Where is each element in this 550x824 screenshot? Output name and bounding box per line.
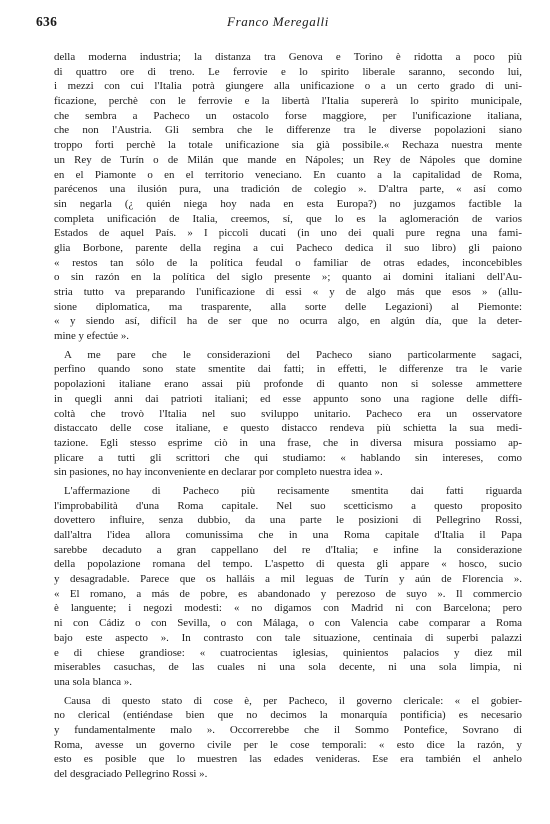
text-line: di quattro ore di treno. Le ferrovie e lo spirito liberale saranno, secondo lui, — [54, 65, 522, 78]
text-line: plicare a tutti gli scrittori che qui studiamo: « hablando sin intereses, como — [54, 451, 522, 464]
text-line: troppo forti perchè la totale unificazione sia già possibile.« Rechaza nuestra mente — [54, 139, 522, 152]
text-line: Estados de aquel País. » I piccoli ducati (in uno dei quali pure regna una fami- — [54, 227, 522, 240]
paragraph — [54, 484, 522, 690]
text-line: o sin razón en la política del siglo presente »; quanto ai domini italiani dell'Au- — [54, 271, 522, 284]
text-line: glia Borbone, parente della regina a cui Pacheco dedica il suo libro) gli paiono — [54, 241, 522, 254]
text-line: e di chiese grandiose: « cuatrocientas iglesias, quinientos palacios y diez mil — [54, 646, 522, 659]
text-line: dovettero influire, senza dubbio, da una parte le posizioni di Pellegrino Rossi, — [54, 514, 522, 527]
text-line: che sembra a Pacheco un ostacolo forse maggiore, per l'unificazione italiana, — [54, 109, 522, 122]
text-line: L'affermazione di Pacheco più recisamente smentita dai fatti riguarda — [64, 484, 522, 497]
text-line: Causa di questo stato di cose è, per Pacheco, il governo clericale: « el gobier- — [64, 694, 522, 707]
text-line: in quegli anni dai patrioti italiani; ed esse appunto sono una ragione delle diffi- — [54, 392, 522, 405]
text-line: sarebbe decaduto a gran cappellano del re d'Italia; e infine la considerazione — [54, 543, 522, 556]
text-line: che non l'Austria. Gli sembra che le differenze tra le diverse popolazioni siano — [54, 124, 522, 137]
text-line: bajo este aspecto ». In contrasto con tale situazione, centinaia di superbi palazzi — [54, 631, 522, 644]
text-line: stria tutto va preparando l'unificazione di essi « y de algo más que esos » (allu- — [54, 286, 522, 298]
text-line: popolazioni italiane erano assai più profonde di quanto non si solesse ammettere — [54, 378, 522, 391]
text-line: A me pare che le considerazioni del Pacheco siano particolarmente sagaci, — [64, 348, 522, 361]
text-line: completa unificación de Italia, creemos, sí, que lo es la aglomeración de varios — [54, 212, 522, 225]
text-line: i mezzi con cui l'Italia potrà giungere alla unificazione o a un certo grado di uni- — [54, 80, 522, 93]
text-line: parécenos una ilusión pura, una tradición de colegio ». D'altra parte, « así como — [54, 183, 522, 196]
text-line: dall'altra l'idea allora comunissima che in una Roma capitale d'Italia il Papa — [54, 529, 522, 541]
text-line: Roma, avesse un governo civile per le cose temporali: « esto dice la razón, y — [54, 738, 522, 751]
text-line: en el Piamonte o en el territorio veneciano. En cuanto a la capitalidad de Roma, — [54, 168, 522, 181]
text-line: coltà che trovò l'Italia nel suo sviluppo unitario. Pacheco era un osservatore — [54, 407, 522, 420]
text-line: y fundamentalmente malo ». Occorrerebbe che il Sommo Pontefice, Sovrano di — [54, 723, 522, 736]
page-header — [36, 14, 520, 34]
text-line: esto es posible que lo muestren las edades venideras. Ese era también el anhelo — [54, 753, 522, 766]
paragraph — [54, 694, 522, 782]
text-line: sione diplomatica, ma trasparente, alla sorte delle Legazioni) al Piemonte: — [54, 300, 522, 313]
text-line: mine y efectúe ». — [54, 330, 129, 343]
text-line: della moderna industria; la distanza tra Genova e Torino è ridotta a poco più — [54, 51, 522, 63]
text-line: della popolazione romana del tempo. L'aspetto di questa gli appare « hosco, sucio — [54, 558, 522, 571]
text-line: perfino quando sono state smentite dai fatti; in effetti, le differenze tra le varie — [54, 363, 522, 376]
text-line: del desgraciado Pellegrino Rossi ». — [54, 768, 208, 780]
running-title: Franco Meregalli — [227, 14, 329, 29]
text-line: « y siendo así, difícil ha de ser que no ocurra algo, en algún día, que la deter- — [54, 315, 522, 328]
text-line: tazione. Egli stesso esprime ciò in una frase, che in diversa misura possiamo ap- — [54, 436, 522, 449]
text-line: distaccato delle cose italiane, e questo distacco rendeva più schietta la sua medi- — [54, 422, 522, 435]
text-line: no clerical (entiéndase bien que no decimos la monarquía pontificia) es necesario — [54, 709, 522, 722]
paragraph — [54, 50, 522, 344]
text-line: una sola blanca ». — [54, 675, 133, 688]
page-number: 636 — [36, 14, 58, 29]
text-line: ni con Cádiz o con Sevilla, o con Málaga, o con Valencia cabe comparar a Roma — [54, 617, 522, 630]
text-line: « restos tan sólo de la política feudal o familiar de otras edades, inconcebibles — [54, 256, 522, 269]
body-text — [54, 50, 522, 782]
text-line: l'improbabilità d'una Roma capitale. Nel suo scetticismo a questo proposito — [54, 499, 522, 512]
text-line: sin pasiones, no hay inconveniente en declarar por completo nuestra idea ». — [54, 466, 383, 479]
text-line: y desagradable. Parece que os halláis a mil leguas de Turín y aún de Florencia ». — [54, 573, 522, 586]
text-line: sin negarla (¿ quién niega hoy nada en esta Europa?) no juzgamos factible la — [54, 197, 522, 210]
text-line: « El romano, a más de pobre, es abandonado y perezoso de suyo ». Il commercio — [54, 587, 522, 600]
text-line: è languente; i negozi modesti: « no digamos con Madrid ni con Barcelona; pero — [54, 602, 522, 615]
text-line: ficazione, perchè con le ferrovie e la libertà l'Italia supererà lo spirito municipale, — [54, 95, 522, 108]
text-line: miserables casuchas, de las cuales ni una sola decente, ni una sola limpia, ni — [54, 661, 522, 674]
text-line: un Rey de Turín o de Milán que mande en Nápoles; un Rey de Nápoles que domine — [54, 153, 522, 166]
paragraph — [54, 348, 522, 480]
